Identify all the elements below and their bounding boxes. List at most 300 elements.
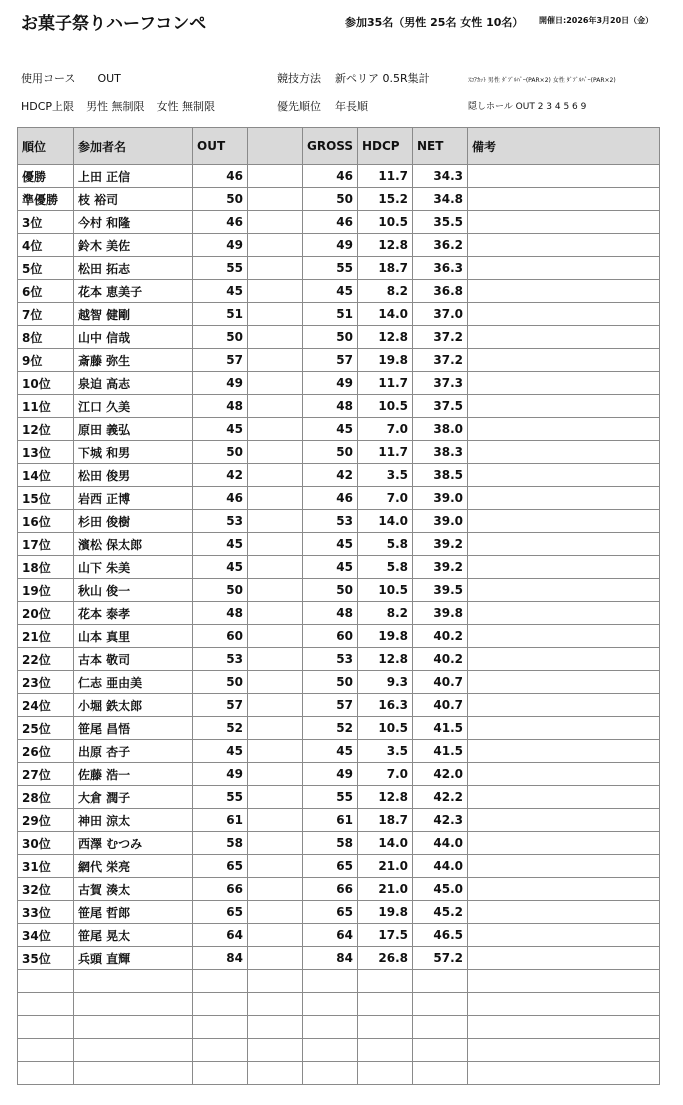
gross-cell: 49: [303, 763, 358, 786]
name-cell: [74, 1016, 193, 1039]
gross-cell: 45: [303, 280, 358, 303]
rank-cell: 13位: [18, 441, 74, 464]
remarks-cell: [468, 671, 660, 694]
net-cell: 36.2: [413, 234, 468, 257]
blank-cell: [248, 395, 303, 418]
net-cell: 45.0: [413, 878, 468, 901]
net-cell: 38.3: [413, 441, 468, 464]
rank-cell: 35位: [18, 947, 74, 970]
net-cell: [413, 1039, 468, 1062]
out-cell: 48: [193, 395, 248, 418]
gross-cell: 53: [303, 648, 358, 671]
blank-cell: [248, 326, 303, 349]
priority-value: 年長順: [335, 100, 368, 113]
blank-cell: [248, 924, 303, 947]
table-row: [18, 993, 660, 1016]
table-row: [18, 832, 660, 855]
table-row: [18, 165, 660, 188]
rank-cell: 6位: [18, 280, 74, 303]
out-cell: 46: [193, 211, 248, 234]
out-cell: [193, 993, 248, 1016]
rank-cell: 優勝: [18, 165, 74, 188]
remarks-cell: [468, 648, 660, 671]
name-cell: 出原 杏子: [74, 740, 193, 763]
name-cell: 山中 信哉: [74, 326, 193, 349]
net-cell: 39.5: [413, 579, 468, 602]
net-cell: 42.3: [413, 809, 468, 832]
table-row: [18, 855, 660, 878]
net-cell: 37.5: [413, 395, 468, 418]
out-cell: 64: [193, 924, 248, 947]
table-row: [18, 418, 660, 441]
hdcp-cell: [358, 1062, 413, 1085]
net-cell: 42.0: [413, 763, 468, 786]
table-row: [18, 740, 660, 763]
table-row: [18, 1062, 660, 1085]
net-cell: 57.2: [413, 947, 468, 970]
gross-cell: 42: [303, 464, 358, 487]
table-row: [18, 602, 660, 625]
name-cell: 松田 拓志: [74, 257, 193, 280]
blank-cell: [248, 602, 303, 625]
header-out: OUT: [193, 128, 248, 165]
gross-cell: 61: [303, 809, 358, 832]
gross-cell: 46: [303, 211, 358, 234]
name-cell: 小堀 鉄太郎: [74, 694, 193, 717]
name-cell: 仁志 亜由美: [74, 671, 193, 694]
net-cell: 46.5: [413, 924, 468, 947]
blank-cell: [248, 533, 303, 556]
remarks-cell: [468, 510, 660, 533]
table-row: [18, 970, 660, 993]
name-cell: 花本 泰孝: [74, 602, 193, 625]
rank-cell: [18, 993, 74, 1016]
rank-cell: 4位: [18, 234, 74, 257]
out-cell: 55: [193, 257, 248, 280]
out-cell: 52: [193, 717, 248, 740]
remarks-cell: [468, 993, 660, 1016]
table-header-row: [18, 128, 660, 165]
name-cell: 山本 真里: [74, 625, 193, 648]
remarks-cell: [468, 211, 660, 234]
course-info: [21, 70, 121, 86]
hdcp-cell: 18.7: [358, 809, 413, 832]
hdcp-cell: [358, 970, 413, 993]
out-cell: [193, 970, 248, 993]
remarks-cell: [468, 970, 660, 993]
hdcp-cell: 21.0: [358, 878, 413, 901]
net-cell: 38.0: [413, 418, 468, 441]
table-row: [18, 648, 660, 671]
table-row: [18, 556, 660, 579]
gross-cell: 49: [303, 372, 358, 395]
gross-cell: 45: [303, 740, 358, 763]
hdcp-cell: [358, 1016, 413, 1039]
gross-cell: 50: [303, 579, 358, 602]
name-cell: 江口 久美: [74, 395, 193, 418]
out-cell: [193, 1016, 248, 1039]
name-cell: 松田 俊男: [74, 464, 193, 487]
rank-cell: 16位: [18, 510, 74, 533]
remarks-cell: [468, 1016, 660, 1039]
remarks-cell: [468, 349, 660, 372]
rank-cell: [18, 1016, 74, 1039]
name-cell: 兵頭 直輝: [74, 947, 193, 970]
gross-cell: 48: [303, 395, 358, 418]
method-info: [277, 70, 430, 86]
gross-cell: 57: [303, 694, 358, 717]
blank-cell: [248, 832, 303, 855]
rank-cell: 26位: [18, 740, 74, 763]
name-cell: 原田 義弘: [74, 418, 193, 441]
rank-cell: 8位: [18, 326, 74, 349]
net-cell: 45.2: [413, 901, 468, 924]
remarks-cell: [468, 234, 660, 257]
out-cell: 57: [193, 349, 248, 372]
hdcp-cell: 11.7: [358, 372, 413, 395]
gross-cell: [303, 1039, 358, 1062]
blank-cell: [248, 671, 303, 694]
blank-cell: [248, 786, 303, 809]
rank-cell: [18, 970, 74, 993]
table-row: [18, 303, 660, 326]
hdcp-men: 男性 無制限: [86, 100, 145, 113]
header-net: NET: [413, 128, 468, 165]
blank-cell: [248, 740, 303, 763]
out-cell: 45: [193, 280, 248, 303]
net-cell: 41.5: [413, 717, 468, 740]
net-cell: [413, 970, 468, 993]
blank-cell: [248, 1062, 303, 1085]
out-cell: [193, 1039, 248, 1062]
blank-cell: [248, 234, 303, 257]
gross-cell: 45: [303, 533, 358, 556]
blank-cell: [248, 257, 303, 280]
hdcp-cell: 16.3: [358, 694, 413, 717]
out-cell: 50: [193, 441, 248, 464]
table-row: [18, 211, 660, 234]
name-cell: [74, 970, 193, 993]
remarks-cell: [468, 165, 660, 188]
net-cell: 44.0: [413, 832, 468, 855]
rank-cell: 30位: [18, 832, 74, 855]
table-row: [18, 1016, 660, 1039]
remarks-cell: [468, 1062, 660, 1085]
hdcp-cell: 21.0: [358, 855, 413, 878]
participant-count: 参加35名（男性 25名 女性 10名）: [345, 16, 524, 29]
rank-cell: 19位: [18, 579, 74, 602]
blank-cell: [248, 280, 303, 303]
page-title: お菓子祭りハーフコンペ: [21, 14, 207, 34]
blank-cell: [248, 188, 303, 211]
remarks-cell: [468, 625, 660, 648]
gross-cell: 50: [303, 326, 358, 349]
remarks-cell: [468, 418, 660, 441]
out-cell: 42: [193, 464, 248, 487]
hdcp-cell: 14.0: [358, 510, 413, 533]
table-row: [18, 717, 660, 740]
table-row: [18, 372, 660, 395]
out-cell: 65: [193, 901, 248, 924]
hdcp-cell: 19.8: [358, 349, 413, 372]
rank-cell: 29位: [18, 809, 74, 832]
net-cell: 44.0: [413, 855, 468, 878]
gross-cell: 50: [303, 671, 358, 694]
out-cell: 65: [193, 855, 248, 878]
net-cell: 36.8: [413, 280, 468, 303]
out-cell: 53: [193, 510, 248, 533]
hdcp-cell: 18.7: [358, 257, 413, 280]
table-row: [18, 188, 660, 211]
blank-cell: [248, 510, 303, 533]
remarks-cell: [468, 326, 660, 349]
hdcp-cell: [358, 993, 413, 1016]
remarks-cell: [468, 878, 660, 901]
out-cell: 46: [193, 165, 248, 188]
hdcp-cell: 11.7: [358, 441, 413, 464]
hdcp-info: [21, 98, 215, 114]
blank-cell: [248, 901, 303, 924]
hdcp-cell: 5.8: [358, 556, 413, 579]
table-row: [18, 694, 660, 717]
course-label: 使用コース: [21, 72, 76, 85]
table-row: [18, 441, 660, 464]
rank-cell: 準優勝: [18, 188, 74, 211]
out-cell: 61: [193, 809, 248, 832]
table-row: [18, 786, 660, 809]
name-cell: 今村 和隆: [74, 211, 193, 234]
rank-cell: 25位: [18, 717, 74, 740]
net-cell: 41.5: [413, 740, 468, 763]
blank-cell: [248, 165, 303, 188]
gross-cell: 64: [303, 924, 358, 947]
out-cell: 48: [193, 602, 248, 625]
name-cell: 神田 涼太: [74, 809, 193, 832]
blank-cell: [248, 303, 303, 326]
gross-cell: 50: [303, 441, 358, 464]
rank-cell: 14位: [18, 464, 74, 487]
out-cell: 50: [193, 579, 248, 602]
out-cell: 51: [193, 303, 248, 326]
course-value: OUT: [97, 72, 121, 85]
hdcp-cell: 8.2: [358, 602, 413, 625]
gross-cell: 46: [303, 165, 358, 188]
out-cell: 84: [193, 947, 248, 970]
gross-cell: 50: [303, 188, 358, 211]
net-cell: 34.3: [413, 165, 468, 188]
hdcp-cell: 3.5: [358, 464, 413, 487]
results-table: [17, 127, 660, 1085]
net-cell: 35.5: [413, 211, 468, 234]
rank-cell: 23位: [18, 671, 74, 694]
gross-cell: 45: [303, 556, 358, 579]
blank-cell: [248, 464, 303, 487]
blank-cell: [248, 855, 303, 878]
name-cell: 岩西 正博: [74, 487, 193, 510]
name-cell: [74, 993, 193, 1016]
remarks-cell: [468, 602, 660, 625]
remarks-cell: [468, 832, 660, 855]
net-cell: 39.2: [413, 556, 468, 579]
out-cell: 50: [193, 326, 248, 349]
blank-cell: [248, 372, 303, 395]
score-cut-info: ｽｺｱｶｯﾄ 男性 ﾀﾞﾌﾞﾙﾊﾟｰ(PAR×2) 女性 ﾀﾞﾌﾞﾙﾊﾟｰ(PAR×2): [468, 77, 616, 84]
table-row: [18, 280, 660, 303]
rank-cell: [18, 1062, 74, 1085]
rank-cell: 17位: [18, 533, 74, 556]
rank-cell: 31位: [18, 855, 74, 878]
net-cell: [413, 1016, 468, 1039]
gross-cell: 49: [303, 234, 358, 257]
name-cell: 斎藤 弥生: [74, 349, 193, 372]
remarks-cell: [468, 694, 660, 717]
blank-cell: [248, 1039, 303, 1062]
net-cell: 37.3: [413, 372, 468, 395]
out-cell: 66: [193, 878, 248, 901]
out-cell: 45: [193, 556, 248, 579]
rank-cell: 28位: [18, 786, 74, 809]
blank-cell: [248, 1016, 303, 1039]
net-cell: 37.2: [413, 326, 468, 349]
remarks-cell: [468, 924, 660, 947]
hdcp-cell: 19.8: [358, 901, 413, 924]
rank-cell: 7位: [18, 303, 74, 326]
out-cell: 50: [193, 188, 248, 211]
blank-cell: [248, 878, 303, 901]
gross-cell: 57: [303, 349, 358, 372]
hdcp-cell: 10.5: [358, 395, 413, 418]
table-row: [18, 1039, 660, 1062]
table-row: [18, 349, 660, 372]
table-row: [18, 533, 660, 556]
hdcp-cell: 8.2: [358, 280, 413, 303]
name-cell: 泉迫 高志: [74, 372, 193, 395]
remarks-cell: [468, 809, 660, 832]
name-cell: 越智 健剛: [74, 303, 193, 326]
blank-cell: [248, 349, 303, 372]
name-cell: 鈴木 美佐: [74, 234, 193, 257]
remarks-cell: [468, 855, 660, 878]
out-cell: 57: [193, 694, 248, 717]
out-cell: [193, 1062, 248, 1085]
out-cell: 45: [193, 533, 248, 556]
table-row: [18, 924, 660, 947]
hdcp-label: HDCP上限: [21, 100, 75, 113]
table-row: [18, 947, 660, 970]
table-row: [18, 763, 660, 786]
net-cell: 39.2: [413, 533, 468, 556]
gross-cell: 51: [303, 303, 358, 326]
rank-cell: 11位: [18, 395, 74, 418]
rank-cell: 34位: [18, 924, 74, 947]
net-cell: 39.0: [413, 487, 468, 510]
hdcp-cell: 12.8: [358, 326, 413, 349]
rank-cell: 22位: [18, 648, 74, 671]
out-cell: 49: [193, 234, 248, 257]
remarks-cell: [468, 257, 660, 280]
priority-info: [277, 98, 368, 114]
name-cell: [74, 1062, 193, 1085]
hdcp-women: 女性 無制限: [156, 100, 216, 113]
gross-cell: [303, 1062, 358, 1085]
hdcp-cell: 12.8: [358, 234, 413, 257]
table-row: [18, 878, 660, 901]
hdcp-cell: 10.5: [358, 211, 413, 234]
rank-cell: 3位: [18, 211, 74, 234]
name-cell: 網代 栄亮: [74, 855, 193, 878]
table-row: [18, 234, 660, 257]
blank-cell: [248, 717, 303, 740]
hdcp-cell: 12.8: [358, 786, 413, 809]
rank-cell: 27位: [18, 763, 74, 786]
remarks-cell: [468, 280, 660, 303]
net-cell: 39.0: [413, 510, 468, 533]
hdcp-cell: 11.7: [358, 165, 413, 188]
blank-cell: [248, 947, 303, 970]
net-cell: 42.2: [413, 786, 468, 809]
gross-cell: 58: [303, 832, 358, 855]
out-cell: 49: [193, 372, 248, 395]
net-cell: 40.2: [413, 625, 468, 648]
blank-cell: [248, 809, 303, 832]
rank-cell: 20位: [18, 602, 74, 625]
net-cell: 37.2: [413, 349, 468, 372]
rank-cell: 5位: [18, 257, 74, 280]
remarks-cell: [468, 372, 660, 395]
rank-cell: 32位: [18, 878, 74, 901]
gross-cell: 48: [303, 602, 358, 625]
net-cell: 40.7: [413, 694, 468, 717]
gross-cell: 52: [303, 717, 358, 740]
name-cell: 古本 敬司: [74, 648, 193, 671]
header-rank: 順位: [18, 128, 74, 165]
remarks-cell: [468, 464, 660, 487]
out-cell: 60: [193, 625, 248, 648]
gross-cell: 65: [303, 901, 358, 924]
gross-cell: 55: [303, 786, 358, 809]
name-cell: [74, 1039, 193, 1062]
rank-cell: 10位: [18, 372, 74, 395]
table-row: [18, 809, 660, 832]
table-row: [18, 487, 660, 510]
table-row: [18, 901, 660, 924]
header-blank: [248, 128, 303, 165]
out-cell: 53: [193, 648, 248, 671]
net-cell: 36.3: [413, 257, 468, 280]
name-cell: 古賀 湊太: [74, 878, 193, 901]
table-row: [18, 625, 660, 648]
name-cell: 下城 和男: [74, 441, 193, 464]
name-cell: 笹尾 晃太: [74, 924, 193, 947]
blank-cell: [248, 970, 303, 993]
net-cell: 40.2: [413, 648, 468, 671]
remarks-cell: [468, 303, 660, 326]
rank-cell: 33位: [18, 901, 74, 924]
hdcp-cell: 15.2: [358, 188, 413, 211]
net-cell: 38.5: [413, 464, 468, 487]
remarks-cell: [468, 533, 660, 556]
remarks-cell: [468, 188, 660, 211]
name-cell: 佐藤 浩一: [74, 763, 193, 786]
event-date: 開催日:2026年3月20日（金）: [539, 16, 654, 25]
rank-cell: [18, 1039, 74, 1062]
name-cell: 上田 正信: [74, 165, 193, 188]
out-cell: 45: [193, 740, 248, 763]
hdcp-cell: 17.5: [358, 924, 413, 947]
hdcp-cell: 3.5: [358, 740, 413, 763]
blank-cell: [248, 487, 303, 510]
net-cell: 39.8: [413, 602, 468, 625]
